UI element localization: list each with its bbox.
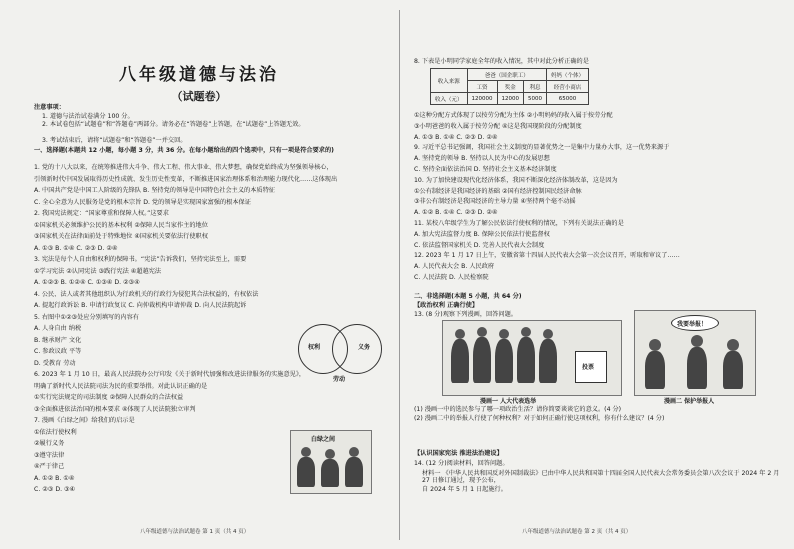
question-line: ③全面推进依法治国的根本要求 ④体现了人民法院独立审判 — [34, 405, 196, 413]
table-row — [431, 69, 589, 81]
left-cartoon-label: 白绿之间 — [311, 436, 336, 443]
section-1-heading: 一、选择题(本题共 12 小题，每小题 3 分，共 36 分。在每小题给出的四个选项中，只有一项是符合要求的) — [34, 147, 334, 154]
table-header-cell: 奖金 — [497, 81, 524, 93]
figure-body — [297, 457, 315, 487]
question-13-part-1: (1) 漫画一中的选民参与了哪一项政治生活？请你简要谈谈它的意义。(4 分) — [414, 406, 622, 413]
question-line: 明确了新时代人民法院司法为民的重要举措。对此认识正确的是 — [34, 382, 208, 390]
question-line: 6. 2023 年 1 月 10 日，最高人民法院办公厅印发《关于新时代加强和改进法律服务的实施意见》， — [34, 371, 306, 378]
venn-circle-right — [332, 324, 382, 374]
page-divider — [399, 10, 400, 540]
question-line: 10. 为了加快建设现代化经济体系，我国不断深化经济体制改革，这是因为 — [414, 176, 618, 184]
question-line: 8. 下表是小明同学家庭全年的收入情况，其中对此分析正确的是 — [414, 58, 589, 65]
figure-body — [473, 337, 491, 383]
figure-head — [349, 447, 359, 457]
question-line: ①公有制经济是我国经济的基础 ②国有经济控制国民经济命脉 — [414, 187, 582, 195]
speech-bubble — [671, 315, 719, 331]
question-line: A. 人民代表大会 B. 人民政府 — [414, 263, 495, 271]
table-header-cell: 经营小商店 — [547, 81, 589, 93]
cartoon-two-caption: 漫画二 保护举报人 — [664, 398, 715, 405]
table-row — [431, 93, 589, 105]
left-cartoon — [290, 430, 372, 494]
venn-label-c: 劳动 — [333, 376, 346, 383]
figure-head — [301, 447, 311, 457]
figure-body — [451, 339, 469, 383]
paper-subtitle: （试题卷） — [171, 90, 227, 103]
question-13: 13. (8 分)观察下列漫画，回答问题。 — [414, 311, 517, 318]
question-line: ②履行义务 — [34, 440, 65, 447]
figure-body — [345, 457, 363, 487]
question-13-part-2: (2) 漫画二中的举报人行使了何种权利？对于如何正确行使这项权利，你有什么建议？(4 分) — [414, 415, 665, 422]
question-line: ①实行宪法规定的司法制度 ②保障人民群众的合法权益 — [34, 394, 184, 401]
question-line: A. ①② B. ①④ C. ②③ D. ②④ — [414, 209, 498, 217]
note-1: 1. 道德与法治试卷满分 100 分。 — [42, 113, 134, 120]
figure-head — [691, 335, 703, 347]
footer-left: 八年级道德与法治试题卷 第 1 页（共 4 页） — [140, 529, 250, 535]
question-line: ③小明爸爸的收入属于按劳分配 ④这是我国现阶段的分配制度 — [414, 122, 582, 130]
figure-head — [499, 329, 509, 339]
cartoon-two — [634, 310, 756, 396]
notes-heading: 注意事项： — [34, 104, 65, 111]
table-cell: 12000 — [497, 93, 524, 105]
question-line: ①依法行使权利 — [34, 428, 77, 436]
question-line: D. 受教育 劳动 — [34, 359, 76, 367]
figure-body — [495, 339, 513, 383]
ballot-box-label: 投票 — [582, 364, 595, 371]
question-line: ④严于律己 — [34, 463, 65, 470]
question-line: C. ②③ D. ③④ — [34, 486, 76, 493]
question-line: ③国家机关在法律面前处于特殊地位 ④国家机关要依法行使职权 — [34, 233, 208, 240]
question-line: ①这种分配方式体现了以按劳分配为主体 ②小明妈妈的收入属于按劳分配 — [414, 112, 613, 119]
section-tag-1: 【政治权利 正确行使】 — [414, 302, 479, 309]
figure-body — [321, 459, 339, 487]
question-line: A. ①②③ B. ①②④ C. ①③④ D. ②③④ — [34, 279, 140, 286]
figure-head — [455, 329, 465, 339]
question-line: C. 全心全意为人民服务是党的根本宗旨 D. 党的领导是实现国家富强的根本保证 — [34, 198, 251, 206]
question-line: 12. 2023 年 1 月 17 日上午，安徽省第十四届人民代表大会第一次会议召开，听取和审议了…… — [414, 252, 680, 260]
question-line: 7. 漫画《白绿之间》给我们的启示是 — [34, 417, 135, 424]
question-line: A. ①② B. ①④ — [34, 474, 75, 482]
table-cell: 5000 — [524, 93, 547, 105]
question-line: 4. 公民、法人或者其他组织认为行政机关的行政行为侵犯其合法权益的，有权依法 — [34, 290, 259, 298]
venn-label-b: 义务 — [358, 344, 371, 351]
table-cell: 120000 — [467, 93, 497, 105]
question-line: 3. 宪法是每个人自由和权利的保障书。“宪法”告诉我们，坚持宪法至上，需要 — [34, 256, 247, 263]
figure-body — [539, 339, 557, 383]
question-line: 9. 习近平总书记强调，我国社会主义制度的显著优势之一是集中力量办大事，这一优势来源于 — [414, 144, 670, 152]
question-line: 1. 党的十八大以来，在统筹推进伟大斗争、伟大工程、伟大事业、伟大梦想，确保党始终成为坚强领导核心， — [34, 164, 333, 171]
figure-head — [521, 327, 531, 337]
venn-diagram — [298, 320, 390, 384]
question-line: C. 依法监督国家机关 D. 完善人民代表大会制度 — [414, 241, 545, 249]
cartoon-one-caption: 漫画一 人大代表选举 — [480, 398, 537, 405]
question-line: A. 中国共产党是中国工人阶级的先锋队 B. 坚持党的领导是中国特色社会主义的本质特征 — [34, 187, 275, 194]
question-line: ①国家机关必须维护公民的基本权利 ②保障人民当家作主的地位 — [34, 221, 208, 229]
figure-head — [477, 327, 487, 337]
figure-body — [723, 351, 743, 389]
question-line: A. ①③ B. ①④ C. ②③ D. ②④ — [414, 133, 498, 141]
question-line: 2. 我国宪法规定：“国家尊重和保障人权。”这要求 — [34, 210, 169, 217]
table-cell: 65000 — [547, 93, 589, 105]
ballot-box — [575, 351, 607, 383]
question-line: B. 继承财产 文化 — [34, 336, 82, 344]
question-line: C. 人民法院 D. 人民检察院 — [414, 274, 489, 281]
question-line: ①学习宪法 ②认同宪法 ③践行宪法 ④超越宪法 — [34, 267, 162, 275]
income-table — [430, 68, 589, 105]
paper-title: 八年级道德与法治 — [119, 65, 279, 85]
speech-bubble-text: 我要举报！ — [677, 321, 708, 328]
material-1: 材料一 《中华人民共和国反对外国制裁法》已由中华人民共和国第十四届全国人民代表大会常务委员会第八次会议于 2024 年 2 月 27 日修订通过，现予公布， — [422, 470, 780, 484]
figure-body — [645, 351, 665, 389]
question-line: 11. 某校八年级学生为了解公民依法行使权利的情况，下列有关说法正确的是 — [414, 220, 624, 227]
question-line: A. 加大宪法监督力度 B. 保障公民依法行使监督权 — [414, 230, 550, 238]
question-line: A. 人身自由 纳税 — [34, 325, 82, 332]
question-line: 引领新时代中国发展取得历史性成就、发生历史性变革，不断推进国家治理体系和治理能力现代化……这体现出 — [34, 175, 338, 183]
material-1-cont: 自 2024 年 5 月 1 日起施行。 — [422, 486, 507, 493]
question-line: ③遵守法律 — [34, 451, 65, 459]
question-line: 5. 右图中①②③处应分别填写的内容有 — [34, 313, 139, 321]
note-3: 3. 考试结束后，请将“试题卷”和“答题卷”一并交回。 — [42, 137, 187, 144]
figure-head — [325, 449, 335, 459]
table-header-cell: 利息 — [524, 81, 547, 93]
note-2: 2. 本试卷包括“试题卷”和“答题卷”两部分。请务必在“答题卷”上答题，在“试题卷”上答题无效。 — [42, 121, 305, 128]
question-line: C. 参政议政 平等 — [34, 348, 82, 355]
question-14: 14. (12 分)阅读材料，回答问题。 — [414, 460, 509, 467]
figure-body — [517, 337, 535, 383]
table-header-cell: 爸爸（国企职工） — [467, 69, 547, 81]
figure-head — [727, 339, 739, 351]
question-line: ③非公有制经济是我国经济的主导力量 ④坚持两个毫不动摇 — [414, 198, 576, 206]
table-header-cell: 工资 — [467, 81, 497, 93]
question-line: A. 坚持党的领导 B. 坚持以人民为中心的发展思想 — [414, 155, 550, 163]
table-header-cell: 妈妈（个体） — [547, 69, 589, 81]
figure-body — [687, 347, 707, 389]
question-line: A. ①③ B. ①④ C. ②③ D. ②④ — [34, 244, 118, 252]
section-2-heading: 二、非选择题(本题 5 小题，共 64 分) — [414, 293, 522, 300]
figure-head — [649, 339, 661, 351]
section-tag-2: 【认识国家宪法 推进法治建设】 — [414, 450, 503, 457]
table-header-cell: 收入来源 — [431, 69, 468, 93]
footer-right: 八年级道德与法治试题卷 第 2 页（共 4 页） — [522, 529, 632, 535]
question-line: A. 提起行政诉讼 B. 申请行政复议 C. 向仲裁机构申请仲裁 D. 向人民法院起诉 — [34, 302, 247, 309]
table-cell: 收入（元） — [431, 93, 468, 105]
figure-head — [543, 329, 553, 339]
question-line: C. 坚持全面依法治国 D. 坚持社会主义基本经济制度 — [414, 166, 557, 173]
venn-label-a: 权利 — [308, 344, 321, 351]
cartoon-one — [442, 320, 622, 396]
